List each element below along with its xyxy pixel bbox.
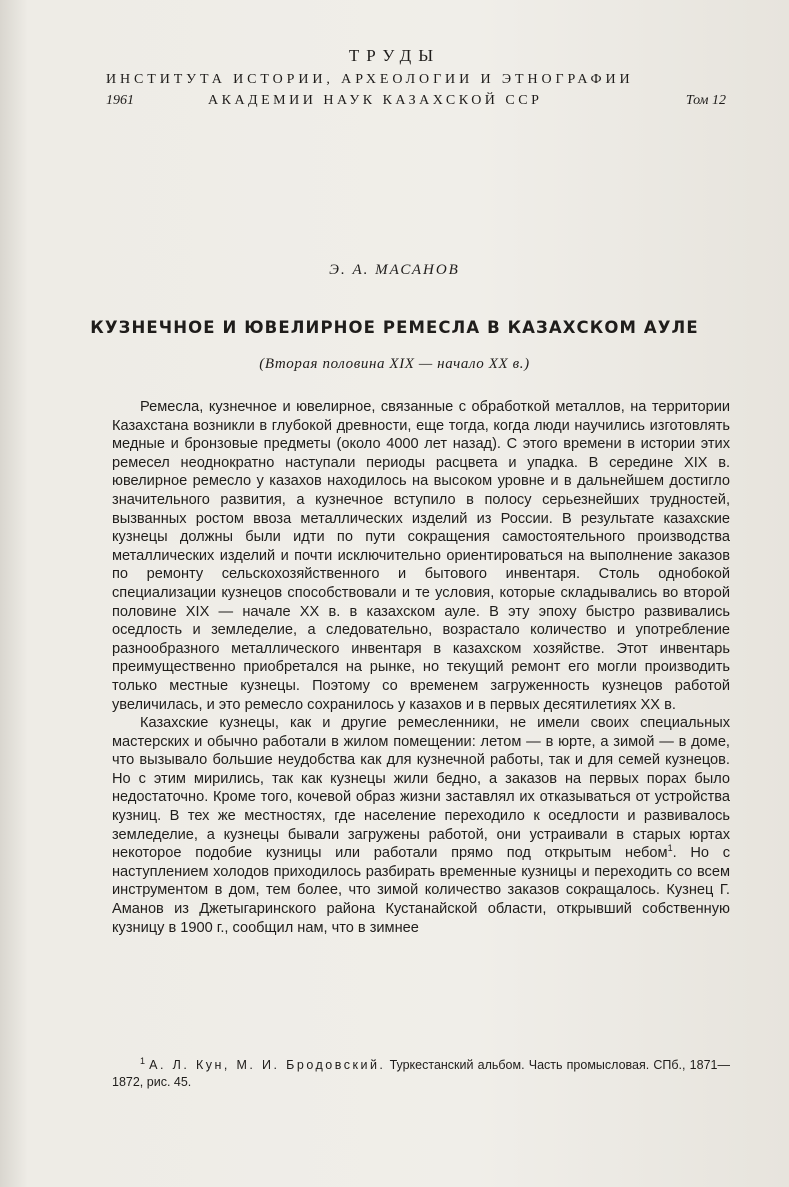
- academy-name: АКАДЕМИИ НАУК КАЗАХСКОЙ ССР: [208, 93, 543, 108]
- paragraph-2-continuation: Но с наступлением холодов приходилось разбирать временные кузницы и переходить со всем инструментом в дом, тем более, что зимой количество заказов сокращалось. Кузнец Г. Аманов из Джетыгаринского района Кустанайской области, открывший собственную кузницу в 1900 г., сообщил нам, что в зимнее: [112, 845, 731, 936]
- header-meta-row: [106, 93, 726, 113]
- institute-name: ИНСТИТУТА ИСТОРИИ, АРХЕОЛОГИИ И ЭТНОГРАФИИ: [106, 72, 634, 87]
- paragraph-1: Ремесла, кузнечное и ювелирное, связанные с обработкой металлов, на территории Казахстана возникли в глубокой древности, еще тогда, когда люди научились изготовлять медные и бронзовые предметы (около 4000 лет назад). С этого времени в истории этих ремесел неоднократно наступали периоды расцвета и упадка. В середине XIX в. ювелирное ремесло у казахов находилось на высоком уровне и в дальнейшем достигло значительного развития, а кузнечное вступило в полосу серьезнейших трудностей, вызванных ростом ввоза металлических изделий из России. В результате казахские кузнецы должны были идти по пути сокращения самостоятельного производства металлических изделий и почти исключительно ориентироваться на выполнение заказов по ремонту сельскохозяйственного и бытового инвентаря. Столь однобокой специализации кузнецов способствовали и те условия, которые складывались во второй половине XIX — начале XX в. в казахском ауле. В эту эпоху быстро развивались оседлость и земледелие, а следовательно, возрастало количество и употребление разнообразного металлического инвентаря в казахском хозяйстве. Этот инвентарь преимущественно приобретался на рынке, но текущий ремонт его могли производить только местные кузнецы. Поэтому со временем загруженность кузнецов работой увеличилась, и это ремесло сохранилось у казахов и в первых десятилетиях XX в.: [112, 399, 730, 713]
- footnote-authors: А. Л. Кун, М. И. Бродовский.: [149, 1058, 386, 1072]
- footnote-text: Туркестанский альбом. Часть промысловая. СПб., 1871—1872, рис. 45.: [112, 1058, 730, 1089]
- paragraph-2: Казахские кузнецы, как и другие ремесленники, не имели своих специальных мастерских и обычно работали в жилом помещении: летом — в юрте, а зимой — в доме, что вызывало большие неудобства как для кузнечной работы, так и для семей кузнецов. Но с этим мирились, так как кузнецы жили бедно, а заказов на первых порах было недостаточно. Кроме того, кочевой образ жизни заставлял их отказываться от устройства кузниц. В тех же местностях, где население переходило к оседлости и развивалось земледелие, а кузнецы бывали загружены работой, они устраивали в старых юртах некоторое подобие кузницы или работали прямо под открытым небом$^1$. Но с наступлением холодов приходилось разбирать временные кузницы и переходить со всем инструментом в дом, тем более, что зимой количество заказов сокращалось. Кузнец Г. Аманов из Джетыгаринского района Кустанайской области, открывший собственную кузницу в 1900 г., сообщил нам, что в зимнее: [112, 715, 731, 936]
- footnote: [112, 1057, 730, 1091]
- series-title: ТРУДЫ: [348, 46, 441, 65]
- article-body: [112, 398, 730, 937]
- article-title: КУЗНЕЧНОЕ И ЮВЕЛИРНОЕ РЕМЕСЛА В КАЗАХСКОМ АУЛЕ: [90, 318, 699, 337]
- article-subtitle: (Вторая половина XIX — начало XX в.): [259, 356, 530, 372]
- publication-year: 1961: [106, 93, 134, 108]
- volume-number: Том 12: [685, 93, 726, 108]
- footnote-reference: 1: [667, 843, 673, 854]
- footnote-number: 1: [140, 1055, 146, 1066]
- article-author: Э. А. МАСАНОВ: [329, 262, 460, 278]
- paragraph-2-text: Казахские кузнецы, как и другие ремесленники, не имели своих специальных мастерских и обычно работали в жилом помещении: летом — в юрте, а зимой — в доме, что вызывало большие неудобства как для кузнечной работы, так и для семей кузнецов. Но с этим мирились, так как кузнецы жили бедно, а заказов на первых порах было недостаточно. Кроме того, кочевой образ жизни заставлял их отказываться от устройства кузниц. В тех же местностях, где население переходило к оседлости и развивалось земледелие, а кузнецы бывали загружены работой, они устраивали в старых юртах некоторое подобие кузницы или работали прямо под открытым небом: [112, 715, 730, 862]
